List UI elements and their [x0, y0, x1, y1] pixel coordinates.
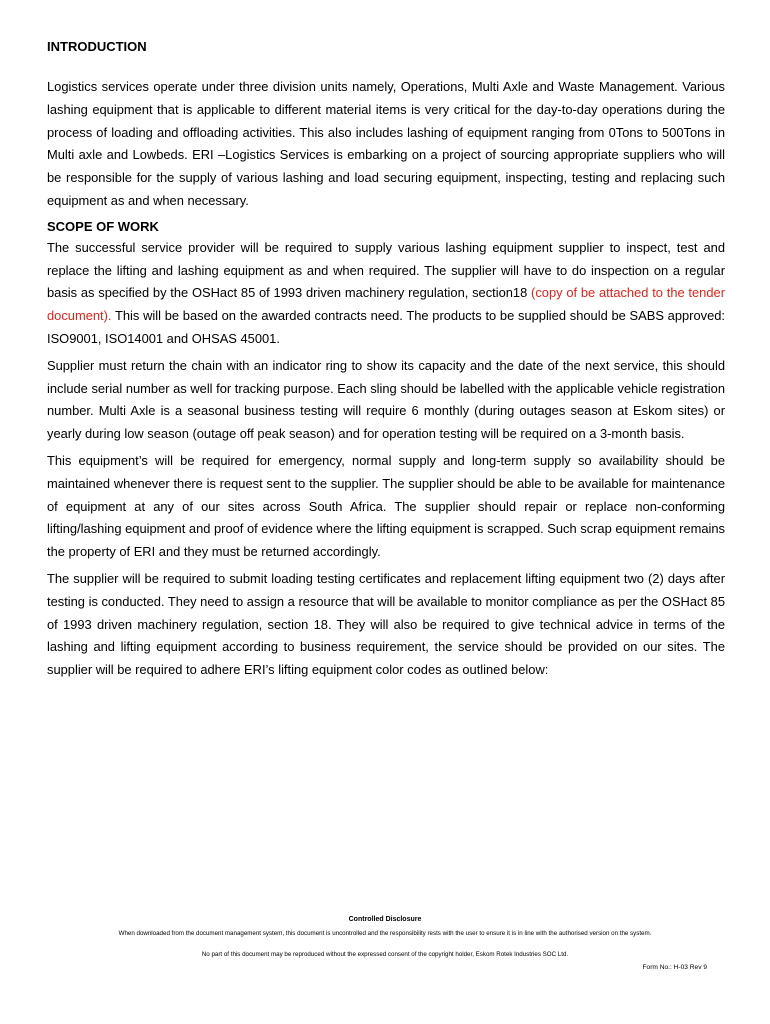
introduction-paragraph: Logistics services operate under three division units namely, Operations, Multi Axle and Waste Management. Various lashing equipment that is applicable to different material items is very critical for the day-to-day operations during the process of loading and offloading activities. This also includes lashing of equipment ranging from 0Tons to 500Tons in Multi axle and Lowbeds. ERI –Logistics Services is embarking on a project of sourcing appropriate suppliers who will be responsible for the supply of various lashing and load securing equipment, inspecting, testing and replacing such equipment as and when necessary. [47, 79, 725, 208]
scope-p1-text-a: The successful service provider will be required to supply various lashing equipment supplier to inspect, test and replace the lifting and lashing equipment as and when required. The supplier will have to do inspection on a regular basis as specified by the OSHact 85 of 1993 driven machinery regulation, section18 [47, 239, 725, 301]
footer-controlled-disclosure: Controlled Disclosure [348, 916, 422, 923]
footer-disclaimer: When downloaded from the document management system, this document is uncontrolled and the responsibility rests with the user to ensure it is in line with the authorised version on the system. [118, 930, 652, 937]
scope-paragraph-1 [47, 237, 725, 351]
scope-paragraph-2: Supplier must return the chain with an indicator ring to show its capacity and the date of the next service, this should include serial number as well for tracking purpose. Each sling should be labelled with the applicable vehicle registration number. Multi Axle is a seasonal business testing will require 6 monthly (during outages season at Eskom sites) or yearly during low season (outage off peak season) and for operation testing will be required on a 3-month basis. [47, 357, 725, 442]
scope-p1-text-b: This will be based on the awarded contracts need. The products to be supplied should be SABS approved: ISO9001, ISO14001 and OHSAS 45001. [47, 308, 725, 346]
introduction-heading: INTRODUCTION [47, 39, 147, 54]
scope-paragraph-4: The supplier will be required to submit loading testing certificates and replacement lifting equipment two (2) days after testing is conducted. They need to assign a resource that will be available to monitor compliance as per the OSHact 85 of 1993 driven machinery regulation, section 18. They will also be required to give technical advice in terms of the lashing and lifting equipment according to business requirement, the service should be provided on our sites. The supplier will be required to adhere ERI’s lifting equipment color codes as outlined below: [47, 570, 725, 678]
form-number: Form No.: H-03 Rev 9 [642, 964, 707, 971]
tender-document-note: (copy of be attached to the tender document). [47, 285, 725, 324]
document-body [47, 37, 725, 686]
scope-paragraph-3: This equipment’s will be required for emergency, normal supply and long-term supply so availability should be maintained whenever there is request sent to the supplier. The supplier should be able to be available for maintenance of equipment at any of our sites across South Africa. The supplier should repair or replace non-conforming lifting/lashing equipment and proof of evidence where the lifting equipment is scrapped. Such scrap equipment remains the property of ERI and they must be returned accordingly. [47, 452, 725, 560]
scope-of-work-heading: SCOPE OF WORK [47, 218, 159, 234]
footer-copyright: No part of this document may be reproduced without the expressed consent of the copyright holder, Eskom Rotek Industries SOC Ltd. [201, 951, 569, 958]
